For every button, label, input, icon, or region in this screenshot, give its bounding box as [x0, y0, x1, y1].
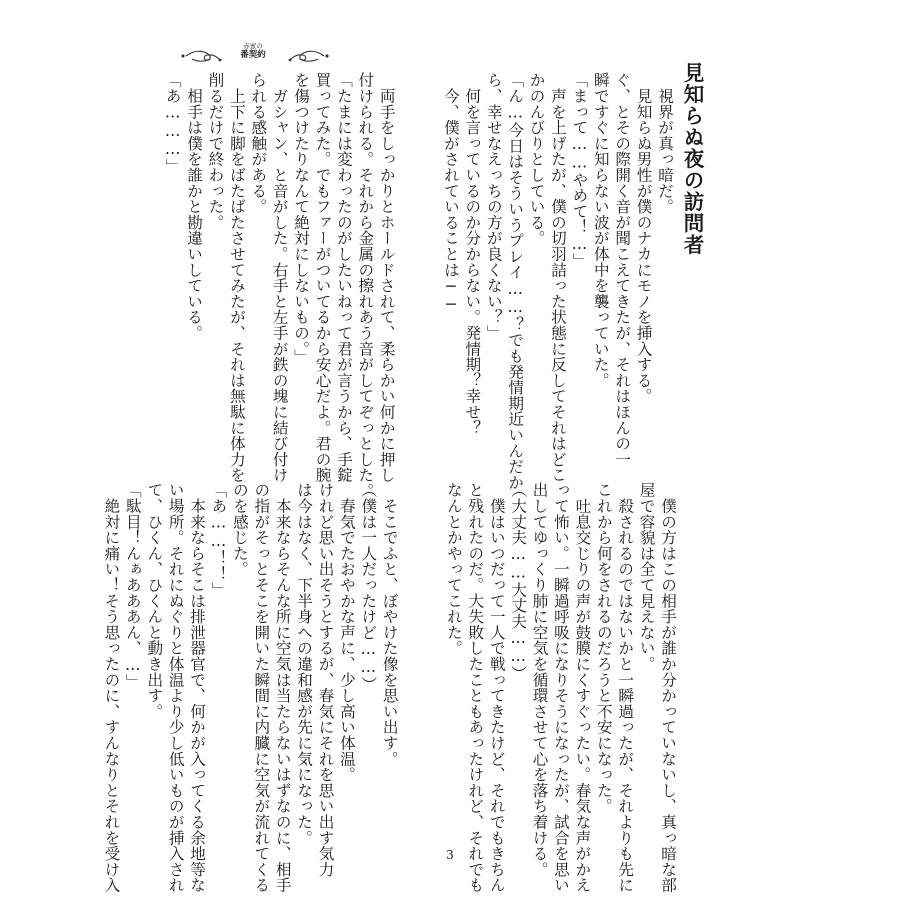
text-line: なんとかやってこれた。 [444, 482, 463, 656]
text-line: 視界が真っ暗だ。 [656, 72, 674, 215]
blank-line [397, 72, 418, 502]
text-line: 春気でたおやかな声に、少し高い体温。 [337, 482, 356, 783]
text-line: を傷つけたりなんて絶対にしないもの。」 [292, 72, 311, 365]
text-line: と残れたのだ。大失敗したこともあったけれど、それでも [466, 482, 485, 893]
header-title-bottom: 番契約 [240, 50, 266, 60]
text-line: 上下に脚をばたばたさせてみたが、それは無駄に体力を [227, 72, 246, 483]
text-line: けれど思い出そうとするが、春気にそれを思い出す気力 [316, 482, 335, 877]
text-line: 僕の方はこの相手が誰か分かっていないし、真っ暗な部 [659, 482, 677, 893]
page-number: 3 [446, 848, 454, 862]
top-text-block [161, 72, 675, 502]
text-line: て、ひくん、ひくんと動き出す。 [145, 482, 164, 719]
text-line: 屋で容貌は全て見えない。 [637, 482, 656, 672]
text-line: 僕はいつだって一人で戦ってきたけど、それでもきちん [487, 482, 506, 893]
text-line: 「あ………」 [163, 72, 182, 174]
text-line: 瞬ですぐに知らない波が体中を襲っていた。 [591, 72, 610, 388]
text-line: 「駄目！んぁあああん、…」 [123, 482, 142, 690]
text-line: （大丈夫……大丈夫……） [509, 482, 528, 682]
text-line: い場所。それにぬぐりと体温より少し低いものが挿入され [166, 482, 185, 893]
text-line: のを感じた。 [230, 482, 249, 577]
header-title-top: 赤蜜の [243, 42, 263, 50]
text-line: の指がそっとそこを開いた瞬間に内臓に空気が流れてくる [252, 482, 271, 893]
running-header [180, 40, 330, 68]
text-line: 両手をしっかりとホールドされて、柔らかい何かに押し [377, 72, 396, 483]
text-line: 「たまには変わったのがしたいねって君が言うから、手錠 [334, 72, 353, 483]
text-line: 何を言っているのか分からない。発情期？幸せ？ [463, 72, 482, 436]
text-line: ぐ、とその際開く音が聞こえてきたが、それはほんの一 [613, 72, 632, 467]
text-line: られる感触がある。 [249, 72, 268, 215]
text-line: 「ん…今日はそういうプレイ……？でも発情期近いんだか [506, 72, 525, 490]
text-line: そこでふと、ぼやけた像を思い出す。 [380, 482, 399, 767]
text-line: 付けられる。それから金属の擦れあう音がしてぞっとした。 [356, 72, 375, 499]
text-line: ガシャン、と音がした。右手と左手が鉄の塊に結び付け [270, 72, 289, 483]
text-line: 出してゆっくり肺に空気を循環させて心を落ち着ける。 [530, 482, 549, 877]
text-line: 相手は僕を誰かと勘違いしている。 [185, 72, 204, 341]
text-line: 今、僕がされていることは── [441, 72, 460, 314]
text-line: 見知らぬ男性が僕のナカにモノを挿入する。 [634, 72, 653, 404]
text-line: かのんびりとしている。 [527, 72, 546, 246]
text-line: 買ってみた。でもファーがついてるから安心だよ。君の腕 [313, 72, 332, 483]
text-line: 「あ……！！」 [209, 482, 228, 598]
text-line: 削るだけで終わった。 [206, 72, 225, 230]
text-line: は今はなく、下半身への違和感が先に気になった。 [295, 482, 314, 846]
text-line: これから何をされるのだろうと不安になった。 [594, 482, 613, 814]
text-line: 吐息交じりの声が鼓膜にくすぐったい。春気な声がかえ [573, 482, 592, 893]
text-line: って怖い。一瞬過呼吸になりそうになったが、試合を思い [551, 482, 570, 893]
text-line: 絶対に痛い！そう思ったのに、すんなりとそれを受け入 [102, 482, 121, 893]
text-line: ら、幸せなえっちの方が良くない？」 [484, 72, 503, 341]
text-line: 殺されるのではないかと一瞬過ったが、それよりも先に [616, 482, 635, 893]
text-line: （僕は一人だったけど……） [359, 482, 378, 693]
text-line: 声を上げたが、僕の切羽詰った状態に反してそれはどこ [548, 72, 567, 483]
blank-line [418, 72, 439, 502]
text-line: 「まって……やめて！…」 [570, 72, 589, 269]
chapter-title: 見知らぬ夜の訪問者 [680, 62, 704, 256]
text-line: 本来ならそんな所に空気は当たらないはずなのに、相手 [273, 482, 292, 893]
text-line: 本来ならそこは排泄器官で、何かが入ってくる余地等な [188, 482, 207, 893]
